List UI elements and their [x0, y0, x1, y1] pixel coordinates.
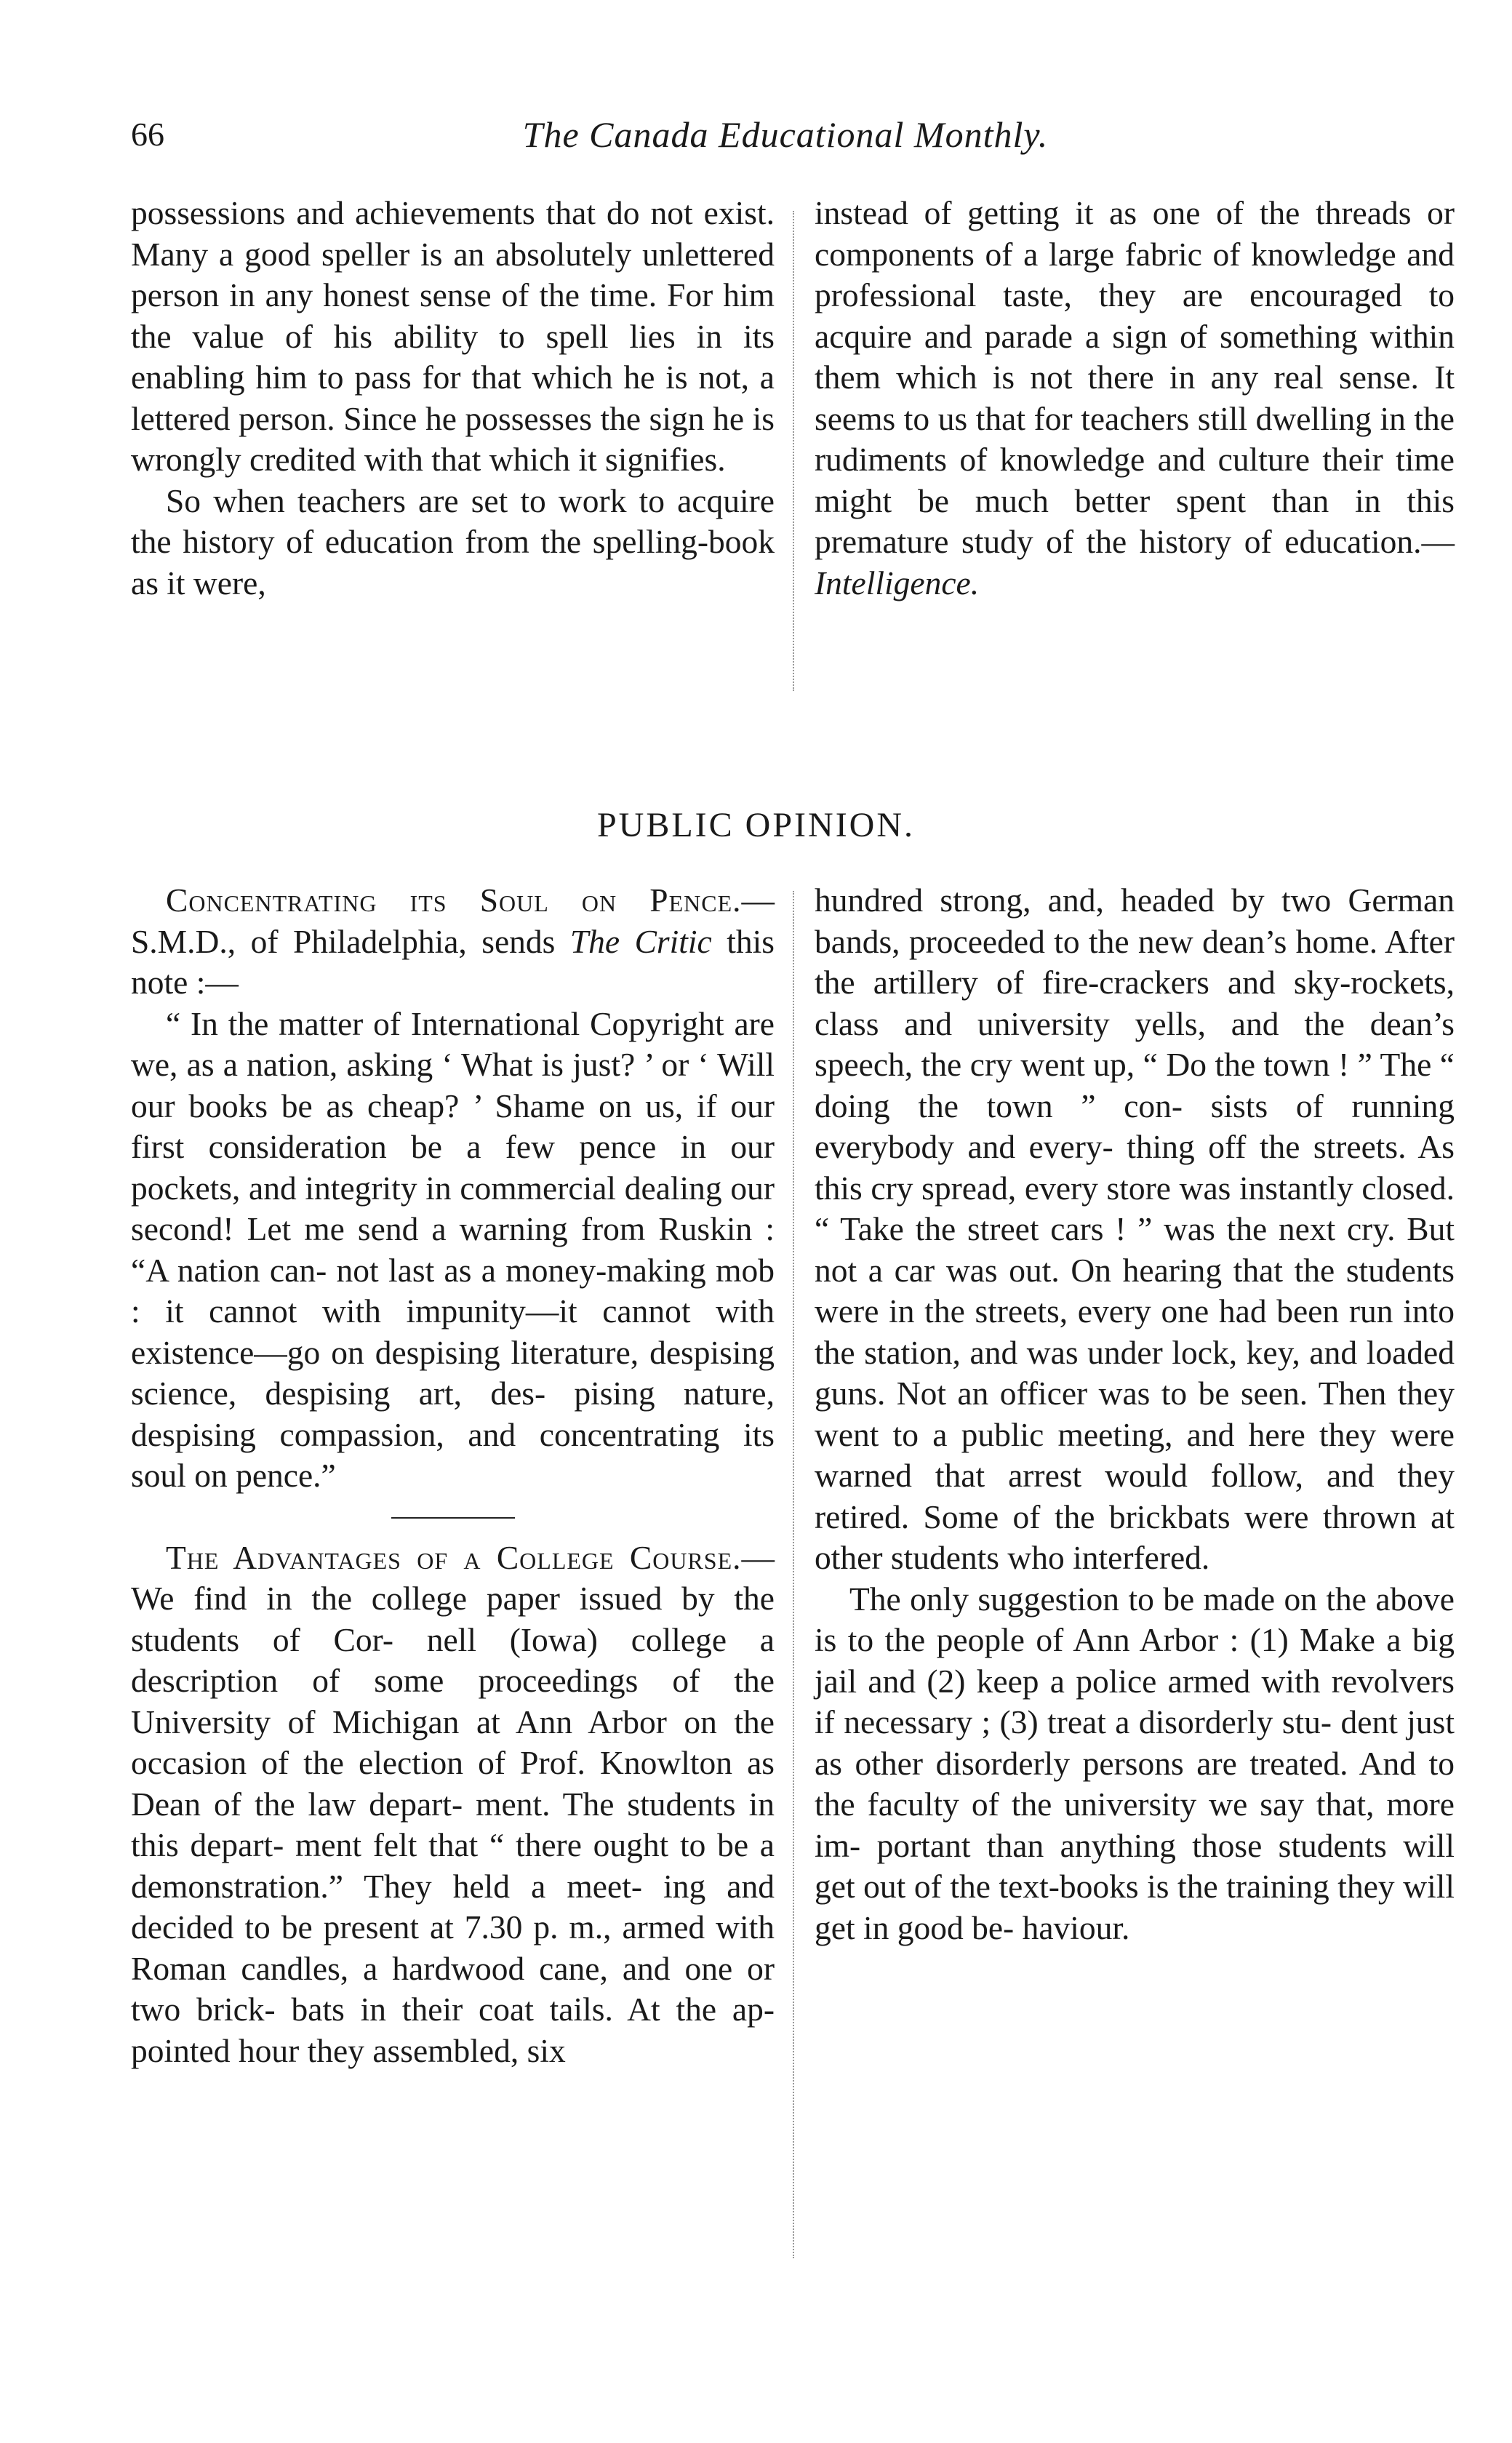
article-body-continued: hundred strong, and, headed by two German bands, proceeded to the new dean’s home. After the artillery of fire-crackers and sky-rockets, class and university yells, and the dean’s speech, the cry went up, “ Do the town ! ” The “ doing the town ” con- sists of running everybody and every- thing off the streets. As this cry spread, every store was instantly closed. “ Take the street cars ! ” was the next cry. But not a car was out. On hearing that the students were in the streets, every one had been run into the station, and was under lock, key, and loaded guns. Not an officer was to be seen. Then they went to a public meeting, and here they were warned that arrest would follow, and they retired. Some of the brickbats were thrown at other students who interfered.	[815, 881, 1455, 1576]
page-number: 66	[131, 116, 164, 153]
running-title: The Canada Educational Monthly.	[522, 114, 1049, 155]
column-divider	[793, 211, 794, 691]
article-conclusion: The only suggestion to be made on the above is to the people of Ann Arbor : (1) Make a big jail and (2) keep a police armed with revolvers if necessary ; (3) treat a disorderly stu- dent just as other disorderly persons are treated. And to the faculty of the university we say that, more im- portant than anything those students will get out of the text-books is the training they will get in good be- haviour.	[815, 1580, 1455, 1946]
section-rule	[391, 1517, 515, 1519]
section-title: PUBLIC OPINION.	[596, 806, 915, 844]
top-right-column	[815, 193, 1455, 604]
source-credit: Intelligence.	[815, 564, 980, 601]
top-left-column	[131, 193, 775, 604]
intro-text: —S.M.D., of Philadelphia, sends	[131, 881, 775, 960]
page-header	[131, 109, 1440, 160]
article-heading: The Advantages of a College Course.	[166, 1538, 742, 1576]
publication-name: The Critic	[569, 922, 712, 960]
column-divider	[793, 891, 794, 2258]
paragraph-text: instead of getting it as one of the threads or components of a large fabric of knowledge and professional taste, they are encouraged to acquire and parade a sign of something within them which is not there in any real sense. It seems to us that for teachers still dwelling in the rudiments of knowledge and culture their time might be much better spent than in this premature study of the history of education.—	[815, 194, 1455, 560]
article-heading: Concentrating its Soul on Pence.	[166, 881, 742, 919]
quoted-letter: “ In the matter of International Copyright are we, as a nation, asking ‘ What is just? ’ or ‘ Will our books be as cheap? ’ Shame on us, if our first consideration be a few pence in our pockets, and integrity in commercial dealing our second! Let me send a warning from Ruskin : “A nation can- not last as a money-making mob : it cannot with impunity—it cannot with existence—go on despising literature, despising science, despising art, des- pising nature, despising compassion, and concentrating its soul on pence.”	[131, 1004, 775, 1494]
lower-left-column	[131, 880, 775, 2071]
paragraph: possessions and achievements that do not exist. Many a good speller is an absolutely unlettered person in any honest sense of the time. For him the value of his ability to spell lies in its enabling him to pass for that which he is not, a lettered person. Since he possesses the sign he is wrongly credited with that which it signifies.	[131, 194, 775, 478]
intro-text: this note :—	[131, 922, 775, 1001]
paragraph: So when teachers are set to work to acquire the history of education from the spelling-book as it were,	[131, 481, 775, 601]
article-intro	[131, 880, 775, 1004]
article-body	[131, 1538, 775, 2072]
article-text: —We find in the college paper issued by the students of Cor- nell (Iowa) college a description of some proceedings of the University of Michigan at Ann Arbor on the occasion of the election of Prof. Knowlton as Dean of the law depart- ment. The students in this depart- ment felt that “ there ought to be a demonstration.” They held a meet- ing and decided to be present at 7.30 p. m., armed with Roman candles, a hardwood cane, and one or two brick- bats in their coat tails. At the ap- pointed hour they assembled, six	[131, 1538, 775, 2069]
paragraph	[815, 193, 1455, 604]
lower-right-column	[815, 880, 1455, 1948]
